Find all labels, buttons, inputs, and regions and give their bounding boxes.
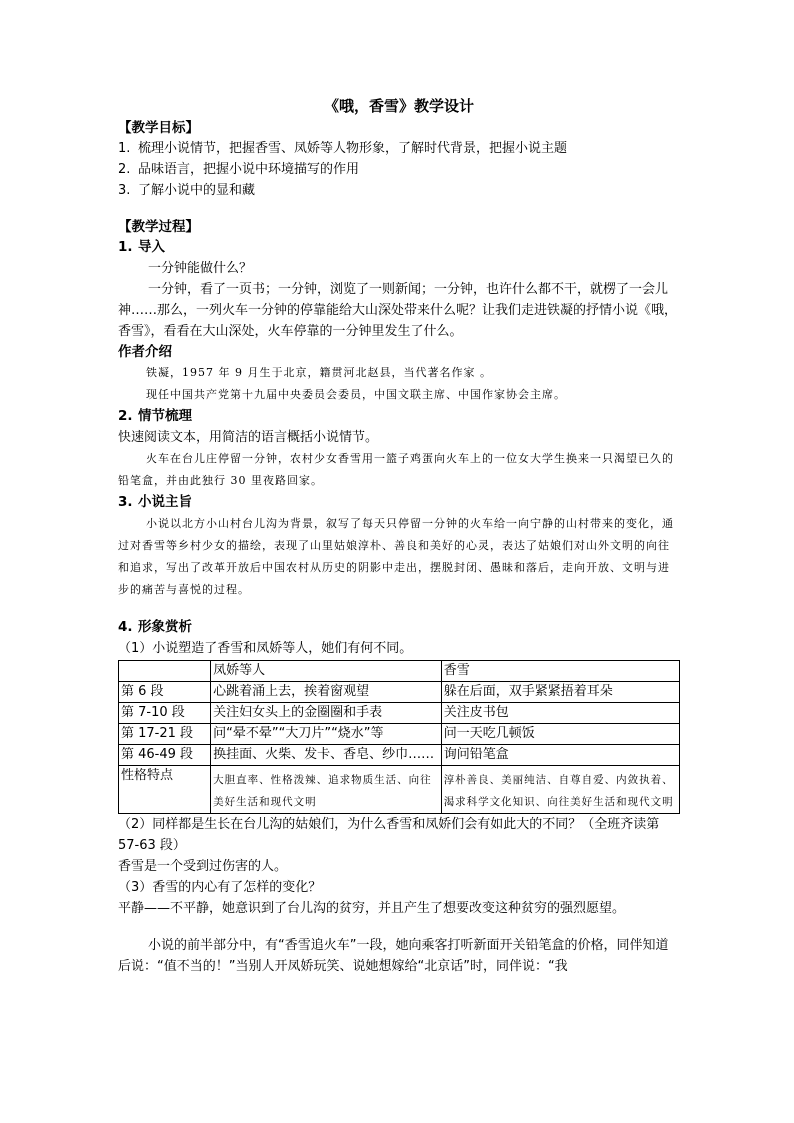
closing-paragraph: 小说的前半部分中，有“香雪追火车”一段，她向乘客打听新面开关铅笔盒的价格，同伴知道后说：“值不当的！”当别人开凤娇玩笑、说她想嫁给“北京话”时，同伴说：“我	[118, 938, 669, 974]
objective-text: 品味语言，把握小说中环境描写的作用	[138, 162, 360, 177]
table-cell: 性格特点	[119, 766, 211, 814]
table-header-cell: 凤娇等人	[211, 661, 442, 682]
trait-fengjiao: 大胆直率、性格泼辣、追求物质生活、向往美好生活和现代文明	[213, 774, 432, 808]
objective-item	[118, 180, 680, 201]
section-title: 导入	[138, 239, 165, 255]
plot-summary: 火车在台儿庄停留一分钟，农村少女香雪用一篮子鸡蛋向火车上的一位女大学生换来一只渴望已久的铅笔盒，并由此独行 30 里夜路回家。	[118, 452, 674, 487]
table-cell: 询问铅笔盒	[441, 745, 679, 766]
table-cell: 第 17-21 段	[119, 724, 211, 745]
table-header-row	[119, 661, 680, 682]
document-page	[118, 96, 680, 977]
section-theme-heading	[118, 492, 680, 513]
table-cell: 换挂面、火柴、发卡、香皂、纱巾……	[211, 745, 442, 766]
table-row-traits	[119, 766, 680, 814]
table-header-cell	[119, 661, 211, 682]
objective-text: 了解小说中的显和藏	[138, 183, 256, 198]
table-cell: 第 7-10 段	[119, 703, 211, 724]
question-1: （1）小说塑造了香雪和凤娇等人，她们有何不同。	[118, 641, 413, 656]
table-cell	[441, 766, 679, 814]
comparison-table	[118, 660, 680, 814]
author-paragraph-2: 现任中国共产党第十九届中央委员会委员，中国文联主席、中国作家协会主席。	[146, 388, 566, 401]
section-intro-heading	[118, 237, 680, 258]
objective-number: 1.	[118, 141, 131, 156]
table-cell: 关注妇女头上的金圈圈和手表	[211, 703, 442, 724]
section-number: 2.	[118, 408, 133, 424]
section-plot-heading	[118, 406, 680, 427]
section-title: 小说主旨	[138, 494, 192, 510]
intro-paragraph: 一分钟，看了一页书；一分钟，浏览了一则新闻；一分钟，也许什么都不干，就楞了一会儿神……那么，一列火车一分钟的停靠能给大山深处带来什么呢？让我们走进铁凝的抒情小说《哦，香雪》，看看在大山深处，火车停靠的一分钟里发生了什么。	[118, 282, 678, 339]
question-3: （3）香雪的内心有了怎样的变化？	[118, 880, 322, 895]
objective-text: 梳理小说情节，把握香雪、凤娇等人物形象，了解时代背景，把握小说主题	[138, 141, 568, 156]
section-number: 4.	[118, 619, 133, 635]
table-cell: 心跳着涌上去，挨着窗观望	[211, 682, 442, 703]
table-row	[119, 745, 680, 766]
table-cell: 第 6 段	[119, 682, 211, 703]
objective-number: 3.	[118, 183, 131, 198]
objectives-list	[118, 138, 680, 201]
section-image-heading	[118, 617, 680, 638]
table-header-cell: 香雪	[441, 661, 679, 682]
table-row	[119, 703, 680, 724]
process-heading: 【教学过程】	[118, 219, 199, 235]
section-title: 形象赏析	[138, 619, 192, 635]
answer-3: 平静——不平静，她意识到了台儿沟的贫穷，并且产生了想要改变这种贫穷的强烈愿望。	[118, 901, 626, 916]
document-title: 《哦，香雪》教学设计	[323, 97, 474, 115]
section-number: 1.	[118, 239, 133, 255]
theme-paragraph: 小说以北方小山村台儿沟为背景，叙写了每天只停留一分钟的火车给一向宁静的山村带来的变化，通过对香雪等乡村少女的描绘，表现了山里姑娘淳朴、善良和美好的心灵，表达了姑娘们对山外文明的向往和追求，写出了改革开放后中国农村从历史的阴影中走出，摆脱封闭、愚昧和落后，走向开放、文明与进步的痛苦与喜悦的过程。	[118, 517, 674, 596]
section-number: 3.	[118, 494, 133, 510]
author-paragraph-1: 铁凝，1957 年 9 月生于北京，籍贯河北赵县，当代著名作家 。	[146, 366, 492, 379]
objective-item	[118, 138, 680, 159]
objective-number: 2.	[118, 162, 131, 177]
author-heading: 作者介绍	[118, 344, 172, 360]
answer-2: 香雪是一个受到过伤害的人。	[118, 859, 288, 874]
intro-question: 一分钟能做什么？	[148, 261, 253, 276]
table-cell: 问“晕不晕”“大刀片”“烧水”等	[211, 724, 442, 745]
section-title: 情节梳理	[138, 408, 192, 424]
plot-instruction: 快速阅读文本，用简洁的语言概括小说情节。	[118, 430, 379, 445]
objective-item	[118, 159, 680, 180]
table-cell	[211, 766, 442, 814]
trait-xiangxue: 淳朴善良、美丽纯洁、自尊自爱、内敛执着、渴求科学文化知识、向往美好生活和现代文明	[443, 774, 674, 808]
table-cell: 第 46-49 段	[119, 745, 211, 766]
table-row	[119, 682, 680, 703]
objectives-heading: 【教学目标】	[118, 120, 199, 136]
table-cell: 关注皮书包	[441, 703, 679, 724]
table-row	[119, 724, 680, 745]
table-cell: 问一天吃几顿饭	[441, 724, 679, 745]
table-cell: 躲在后面，双手紧紧捂着耳朵	[441, 682, 679, 703]
question-2: （2）同样都是生长在台儿沟的姑娘们，为什么香雪和凤娇们会有如此大的不同？（全班齐读第 57-63 段）	[118, 817, 660, 853]
